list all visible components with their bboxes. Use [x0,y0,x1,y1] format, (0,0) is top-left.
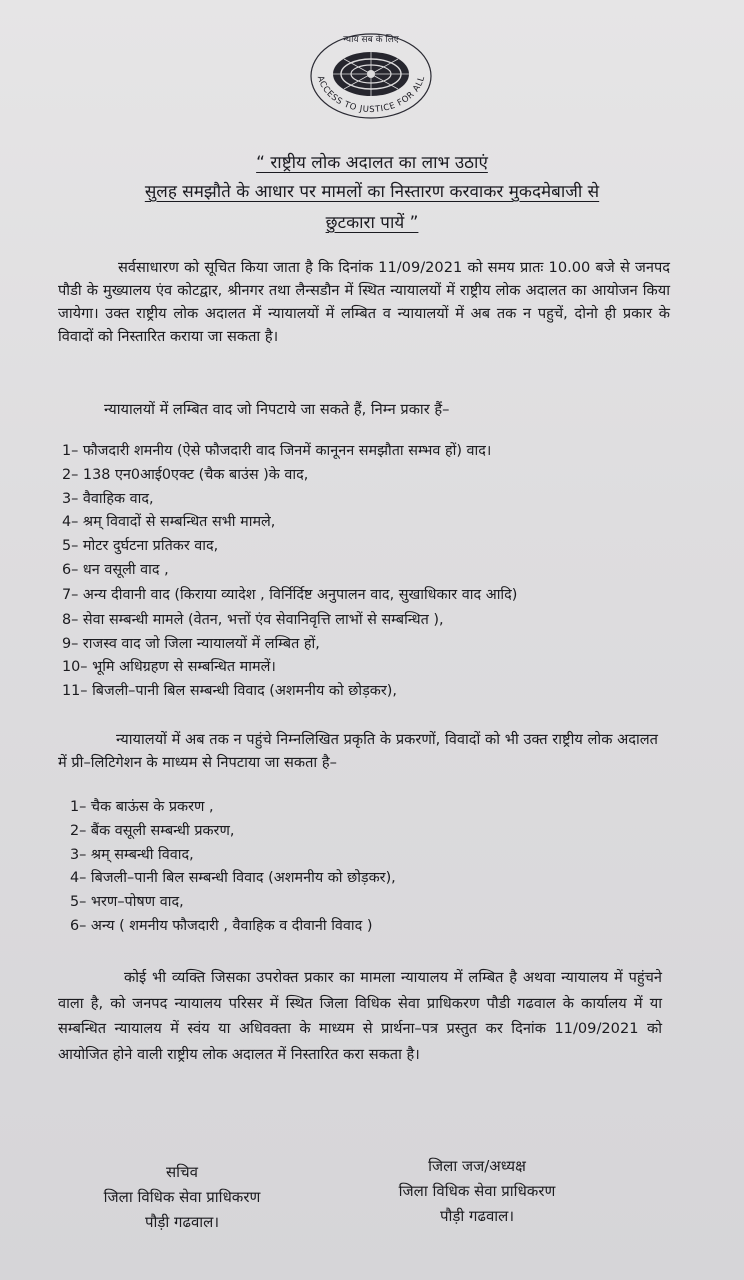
list-item: 3– श्रम् सम्बन्धी विवाद, [70,846,194,863]
list-item: 10– भूमि अधिग्रहण से सम्बन्धित मामलें। [62,659,276,676]
intro-paragraph: सर्वसाधारण को सूचित किया जाता है कि दिनांक 11/09/2021 को समय प्रातः 10.00 बजे से जनपद पौडी के मुख्यालय एंव कोटद्वार, श्रीनगर तथा लैन्सडौन में स्थित न्यायालयों में राष्ट्रीय लोक अदालत का आयोजन किया जायेगा। उक्त राष्ट्रीय लोक अदालत में न्यायालयों में लम्बित व न्यायालयों में अब तक न पहुचें, दोनो ही प्रकार के विवादों को निस्तारित कराया जा सकता है। [58,259,670,345]
list-item: 1– चैक बाऊंस के प्रकरण , [70,799,214,815]
closing-paragraph: कोई भी व्यक्ति जिसका उपरोक्त प्रकार का मामला न्यायालय में लम्बित है अथवा न्यायालय में पहुंचने वाला है, को जनपद न्यायालय परिसर में स्थित जिला विधिक सेवा प्राधिकरण पौडी गढवाल के कार्यालय में या सम्बन्धित न्यायालय में स्वंय या अधिवक्ता के माध्यम से प्रार्थना–पत्र प्रस्तुत कर दिनांक 11/09/2021 को आयोजित होने वाली राष्ट्रीय लोक अदालत में निस्तारित करा सकता है। [58,969,662,1063]
list-item: 9– राजस्व वाद जो जिला न्यायालयों में लम्बित हों, [62,635,320,652]
nalsa-emblem [296,26,446,122]
list-item: 1– फौजदारी शमनीय (ऐसे फौजदारी वाद जिनमें कानूनन समझौता सम्भव हों) वाद। [62,443,492,459]
list-item: 2– 138 एन0आई0एक्ट (चैक बाउंस )के वाद, [62,466,309,483]
signature-place: पौड़ी गढवाल। [439,1207,515,1225]
list-item: 5– मोटर दुर्घटना प्रतिकर वाद, [62,538,219,555]
list-item: 7– अन्य दीवानी वाद (किराया व्यादेश , विर्निर्दिष्ट अनुपालन वाद, सुखाधिकार वाद आदि) [62,586,518,603]
list-item: 4– बिजली–पानी बिल सम्बन्धी विवाद (अशमनीय को छोड़कर), [70,870,396,887]
signature-office: जिला विधिक सेवा प्राधिकरण [398,1182,556,1200]
emblem-ring-text: ACCESS TO JUSTICE FOR ALL [314,74,428,116]
signature-role: जिला जज/अध्यक्ष [428,1157,526,1175]
list-item: 3– वैवाहिक वाद, [62,490,154,507]
heading-line-3: छुटकारा पायें ” [325,213,419,233]
pending-cases-list [62,440,682,704]
list-item: 6– अन्य ( शमनीय फौजदारी , वैवाहिक व दीवानी विवाद ) [70,917,373,934]
nalsa-emblem-icon [296,26,446,122]
list-item: 4– श्रम् विवादों से सम्बन्धित सभी मामले, [62,514,276,531]
heading-line-1: “ राष्ट्रीय लोक अदालत का लाभ उठाएं [256,153,488,173]
prelitigation-heading: न्यायालयों में अब तक न पहुंचे निम्नलिखित प्रकृति के प्रकरणों, विवादों को भी उक्त राष्ट्रीय लोक अदालत में प्री–लिटिगेशन के माध्यम से निपटाया जा सकता है– [58,731,658,771]
signature-place: पौड़ी गढवाल। [144,1213,220,1231]
signature-district-judge [362,1154,592,1229]
signature-office: जिला विधिक सेवा प्राधिकरण [103,1188,261,1206]
emblem-top-text: न्याय सब के लिए [343,35,399,45]
signature-secretary [72,1160,292,1235]
pending-cases-heading: न्यायालयों में लम्बित वाद जो निपटाये जा सकते हैं, निम्न प्रकार हैं– [104,401,450,418]
heading-line-2: सुलह समझौते के आधार पर मामलों का निस्तारण करवाकर मुकदमेबाजी से [144,182,600,202]
list-item: 8– सेवा सम्बन्धी मामले (वेतन, भत्तों एंव सेवानिवृत्ति लाभों से सम्बन्धित ), [62,611,444,628]
list-item: 5– भरण–पोषण वाद, [70,894,184,911]
list-item: 11– बिजली–पानी बिल सम्बन्धी विवाद (अशमनीय को छोड़कर), [62,683,397,700]
list-item: 2– बैंक वसूली सम्बन्धी प्रकरण, [70,822,235,839]
prelitigation-cases-list [70,796,690,939]
signature-role: सचिव [166,1163,198,1181]
list-item: 6– धन वसूली वाद , [62,561,169,578]
notice-heading [40,150,704,236]
